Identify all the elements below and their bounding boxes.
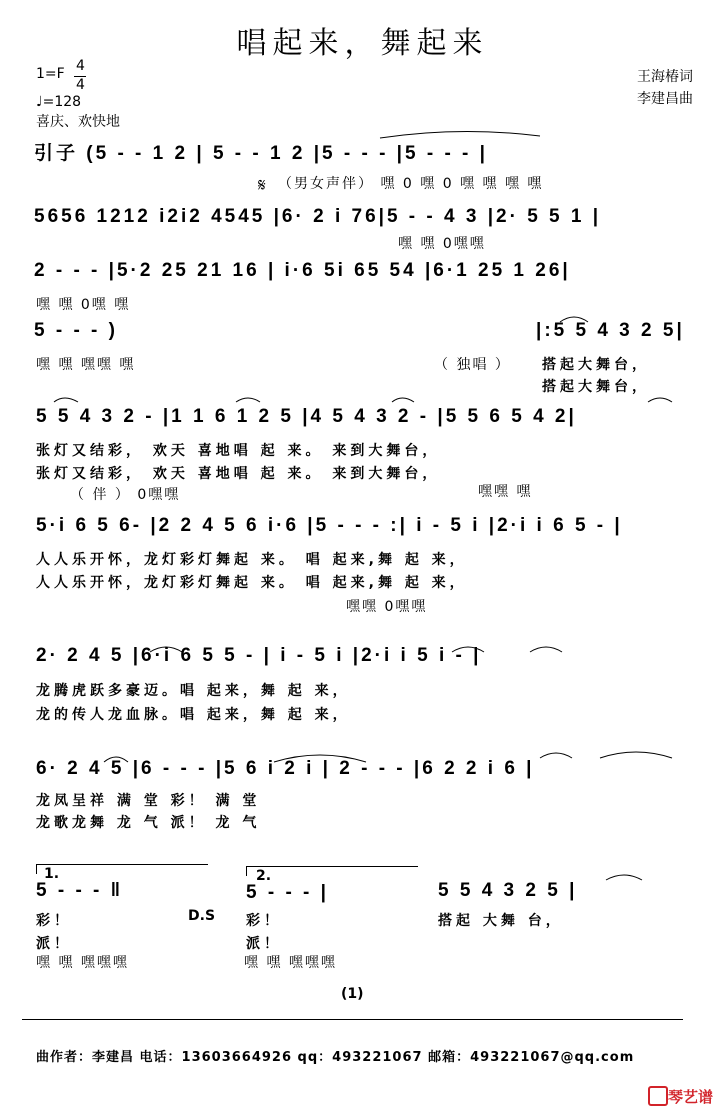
solo-marking: （ 独唱 ） [434,357,511,373]
score-row-5-backing-b: 嘿嘿 嘿 [478,484,533,500]
song-title: 唱起来，舞起来 [236,26,489,61]
score-row-4-repeat-notes: |:5 5 4 3 2 5| [536,320,685,341]
first-ending-notes: 5 - - - ‖ [36,880,124,901]
slur-arc [600,752,672,758]
slur-arc [104,757,128,762]
score-row-5-notes: 5 5 4 3 2 - |1 1 6 1 2 5 |4 5 4 3 2 - |5 5 6 5 4 2| [36,406,577,427]
second-ending-label: 2. [256,868,272,884]
tie-arc [380,131,540,138]
score-row-5-backing-a: （ 伴 ） 0嘿嘿 [70,487,181,503]
second-ending-notes: 5 - - - | [246,882,329,903]
first-ending-lyric-verse2: 派！ [36,936,72,952]
score-row-5-lyric-verse1: 张灯又结彩， 欢天 喜地唱 起 来。 来到大舞台， [36,443,441,459]
dal-segno-marking: D.S [188,908,216,924]
score-row-7-notes: 2· 2 4 5 |6·i 6 5 5 - | i - 5 i |2·i i 5 i - | [36,645,482,666]
slur-arc [530,647,562,652]
page-number: (1) [341,986,364,1002]
first-ending-label: 1. [44,866,60,882]
tail-lyric: 搭起 大舞 台， [438,913,564,929]
tail-notes: 5 5 4 3 2 5 | [438,880,578,901]
score-row-7-lyric-verse2: 龙的传人龙血脉。唱 起来，舞 起 来， [36,707,351,723]
second-ending-lyric-verse2: 派！ [246,936,282,952]
slur-arc [236,398,260,402]
segno-sign: 𝄋 [258,175,266,196]
slur-arc [452,647,484,652]
mood-marking: 喜庆、欢快地 [36,114,120,130]
ending-backing-b: 嘿 嘿 嘿嘿嘿 [244,955,337,971]
slur-arc [150,647,182,652]
score-row-4-lyric-verse1: 搭起大舞台， [542,357,650,373]
slur-arc [606,875,642,880]
score-row-8-lyric-verse1: 龙凤呈祥 满 堂 彩！ 满 堂 [36,793,261,809]
key-signature: 1=F [36,66,65,82]
score-row-1-notes: 引子 (5 - - 1 2 | 5 - - 1 2 |5 - - - |5 - - - | [34,143,488,164]
slur-arc [540,753,572,758]
score-row-3-notes: 2 - - - |5·2 25 21 16 | i·6 5i 65 54 |6·1 25 1 26| [34,260,571,281]
score-row-4-lyric-verse2: 搭起大舞台， [542,379,650,395]
site-logo-text: 琴艺谱 [668,1088,714,1106]
score-row-2-backing: 嘿 嘿 0嘿嘿 [398,236,486,252]
score-row-6-backing: 嘿嘿 0嘿嘿 [346,599,428,615]
score-row-1-backing: （男女声伴） 嘿 0 嘿 0 嘿 嘿 嘿 嘿 [278,176,544,192]
composer-credit: 李建昌曲 [637,91,693,107]
score-row-2-notes: 5656 1212 i2i2 4545 |6· 2 i 76|5 - - 4 3 |2· 5 5 1 | [34,206,602,227]
score-row-3-backing: 嘿 嘿 0嘿 嘿 [36,297,131,313]
score-row-8-lyric-verse2: 龙歌龙舞 龙 气 派！ 龙 气 [36,815,261,831]
time-signature-top: 4 [76,58,85,74]
second-ending-lyric-verse1: 彩！ [246,913,282,929]
slur-arc [274,755,366,762]
score-row-8-notes: 6· 2 4 5 |6 - - - |5 6 i 2 i | 2 - - - |6 2 2 i 6 | [36,758,535,779]
first-ending-lyric-verse1: 彩！ [36,913,72,929]
slur-arc [560,317,588,322]
score-row-4-backing: 嘿 嘿 嘿嘿 嘿 [36,357,136,373]
tempo-marking: ♩=128 [36,94,82,110]
score-row-5-lyric-verse2: 张灯又结彩， 欢天 喜地唱 起 来。 来到大舞台， [36,466,441,482]
slur-arc [54,398,78,402]
score-row-4-notes: 5 - - - ) [34,320,118,341]
time-signature-bottom: 4 [76,77,85,93]
footer-contact: 曲作者：李建昌 电话：13603664926 qq：493221067 邮箱：493221067@qq.com [36,1050,635,1065]
lyricist-credit: 王海椿词 [637,69,693,85]
score-row-6-lyric-verse1: 人人乐开怀，龙灯彩灯舞起 来。 唱 起来,舞 起 来， [36,552,468,568]
ending-backing-a: 嘿 嘿 嘿嘿嘿 [36,955,129,971]
score-row-6-notes: 5·i 6 5 6- |2 2 4 5 6 i·6 |5 - - - :| i - 5 i |2·i i 6 5 - | [36,515,623,536]
score-row-7-lyric-verse1: 龙腾虎跃多豪迈。唱 起来，舞 起 来， [36,683,351,699]
score-row-6-lyric-verse2: 人人乐开怀，龙灯彩灯舞起 来。 唱 起来,舞 起 来， [36,575,468,591]
slur-arc [392,398,414,402]
slur-arc [648,398,672,402]
